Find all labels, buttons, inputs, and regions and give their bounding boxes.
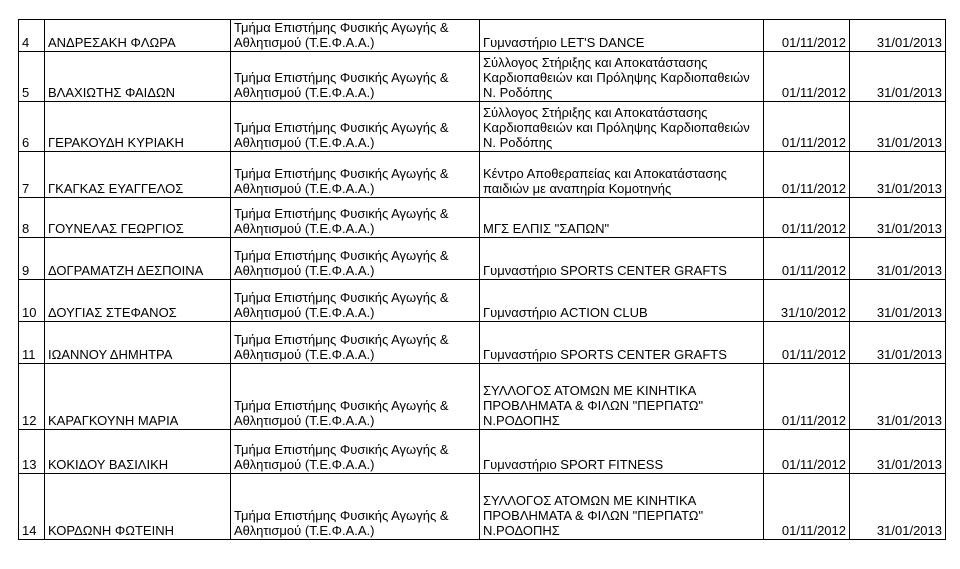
host-organization-line: Γυμναστήριο LET'S DANCE (483, 35, 645, 50)
row-number: 8 (19, 198, 45, 238)
placements-table (18, 19, 946, 540)
table-row (19, 364, 946, 430)
host-organization-line: ΠΡΟΒΛΗΜΑΤΑ & ΦΙΛΩΝ "ΠΕΡΠΑΤΩ" (483, 398, 704, 413)
row-number: 13 (19, 430, 45, 474)
department (231, 20, 480, 52)
end-date: 31/01/2013 (850, 20, 946, 52)
department-line: Αθλητισμού (Τ.Ε.Φ.Α.Α.) (234, 413, 375, 428)
host-organization-line: παιδιών με αναπηρία Κομοτηνής (483, 181, 672, 196)
row-number: 12 (19, 364, 45, 430)
department-line: Αθλητισμού (Τ.Ε.Φ.Α.Α.) (234, 135, 375, 150)
host-organization-line: Γυμναστήριο ACTION CLUB (483, 305, 648, 320)
host-organization-line: ΠΡΟΒΛΗΜΑΤΑ & ΦΙΛΩΝ "ΠΕΡΠΑΤΩ" (483, 508, 704, 523)
student-name: ΚΟΚΙΔΟΥ ΒΑΣΙΛΙΚΗ (45, 430, 231, 474)
host-organization-line: ΜΓΣ ΕΛΠΙΣ "ΣΑΠΩΝ" (483, 221, 610, 236)
end-date: 31/01/2013 (850, 322, 946, 364)
student-name: ΓΟΥΝΕΛΑΣ ΓΕΩΡΓΙΟΣ (45, 198, 231, 238)
department (231, 430, 480, 474)
student-name: ΚΑΡΑΓΚΟΥΝΗ ΜΑΡΙΑ (45, 364, 231, 430)
table-row (19, 52, 946, 102)
department (231, 474, 480, 540)
table-body (19, 20, 946, 540)
host-organization (480, 280, 764, 322)
row-number: 4 (19, 20, 45, 52)
department (231, 322, 480, 364)
end-date: 31/01/2013 (850, 52, 946, 102)
department-line: Τμήμα Επιστήμης Φυσικής Αγωγής & (234, 166, 449, 181)
department-line: Τμήμα Επιστήμης Φυσικής Αγωγής & (234, 508, 449, 523)
student-name: ΑΝΔΡΕΣΑΚΗ ΦΛΩΡΑ (45, 20, 231, 52)
row-number: 14 (19, 474, 45, 540)
department-line: Τμήμα Επιστήμης Φυσικής Αγωγής & (234, 120, 449, 135)
start-date: 31/10/2012 (764, 280, 850, 322)
student-name: ΚΟΡΔΩΝΗ ΦΩΤΕΙΝΗ (45, 474, 231, 540)
department-line: Τμήμα Επιστήμης Φυσικής Αγωγής & (234, 206, 449, 221)
host-organization-line: Γυμναστήριο SPORT FITNESS (483, 457, 664, 472)
row-number: 6 (19, 102, 45, 152)
host-organization-line: Σύλλογος Στήριξης και Αποκατάστασης (483, 55, 708, 70)
start-date: 01/11/2012 (764, 238, 850, 280)
department-line: Τμήμα Επιστήμης Φυσικής Αγωγής & (234, 442, 449, 457)
department (231, 198, 480, 238)
row-number: 9 (19, 238, 45, 280)
table-row (19, 238, 946, 280)
end-date: 31/01/2013 (850, 238, 946, 280)
host-organization (480, 152, 764, 198)
table-row (19, 20, 946, 52)
end-date: 31/01/2013 (850, 474, 946, 540)
start-date: 01/11/2012 (764, 152, 850, 198)
department (231, 238, 480, 280)
department-line: Τμήμα Επιστήμης Φυσικής Αγωγής & (234, 332, 449, 347)
host-organization (480, 20, 764, 52)
student-name: ΔΟΓΡΑΜΑΤΖΗ ΔΕΣΠΟΙΝΑ (45, 238, 231, 280)
table-row (19, 280, 946, 322)
end-date: 31/01/2013 (850, 198, 946, 238)
host-organization-line: Κέντρο Αποθεραπείας και Αποκατάστασης (483, 166, 727, 181)
host-organization (480, 52, 764, 102)
table-row (19, 102, 946, 152)
host-organization (480, 474, 764, 540)
end-date: 31/01/2013 (850, 280, 946, 322)
start-date: 01/11/2012 (764, 322, 850, 364)
end-date: 31/01/2013 (850, 430, 946, 474)
row-number: 10 (19, 280, 45, 322)
host-organization (480, 364, 764, 430)
department-line: Αθλητισμού (Τ.Ε.Φ.Α.Α.) (234, 523, 375, 538)
department (231, 280, 480, 322)
department-line: Αθλητισμού (Τ.Ε.Φ.Α.Α.) (234, 457, 375, 472)
start-date: 01/11/2012 (764, 20, 850, 52)
department-line: Τμήμα Επιστήμης Φυσικής Αγωγής & (234, 20, 449, 35)
row-number: 7 (19, 152, 45, 198)
start-date: 01/11/2012 (764, 364, 850, 430)
start-date: 01/11/2012 (764, 430, 850, 474)
table-row (19, 430, 946, 474)
department (231, 364, 480, 430)
host-organization (480, 102, 764, 152)
host-organization-line: Καρδιοπαθειών και Πρόληψης Καρδιοπαθειών (483, 120, 750, 135)
row-number: 5 (19, 52, 45, 102)
student-name: ΒΛΑΧΙΩΤΗΣ ΦΑΙΔΩΝ (45, 52, 231, 102)
department-line: Αθλητισμού (Τ.Ε.Φ.Α.Α.) (234, 221, 375, 236)
student-name: ΙΩΑΝΝΟΥ ΔΗΜΗΤΡΑ (45, 322, 231, 364)
department-line: Αθλητισμού (Τ.Ε.Φ.Α.Α.) (234, 35, 375, 50)
host-organization-line: Ν. Ροδόπης (483, 85, 553, 100)
department (231, 52, 480, 102)
end-date: 31/01/2013 (850, 152, 946, 198)
student-name: ΓΕΡΑΚΟΥΔΗ ΚΥΡΙΑΚΗ (45, 102, 231, 152)
department-line: Αθλητισμού (Τ.Ε.Φ.Α.Α.) (234, 305, 375, 320)
end-date: 31/01/2013 (850, 364, 946, 430)
student-name: ΓΚΑΓΚΑΣ ΕΥΑΓΓΕΛΟΣ (45, 152, 231, 198)
department-line: Αθλητισμού (Τ.Ε.Φ.Α.Α.) (234, 263, 375, 278)
host-organization (480, 322, 764, 364)
department-line: Τμήμα Επιστήμης Φυσικής Αγωγής & (234, 290, 449, 305)
host-organization-line: Ν.ΡΟΔΟΠΗΣ (483, 523, 560, 538)
host-organization-line: Καρδιοπαθειών και Πρόληψης Καρδιοπαθειών (483, 70, 750, 85)
host-organization (480, 198, 764, 238)
department-line: Αθλητισμού (Τ.Ε.Φ.Α.Α.) (234, 85, 375, 100)
department-line: Τμήμα Επιστήμης Φυσικής Αγωγής & (234, 398, 449, 413)
table-row (19, 198, 946, 238)
host-organization-line: ΣΥΛΛΟΓΟΣ ΑΤΟΜΩΝ ΜΕ ΚΙΝΗΤΙΚΑ (483, 383, 697, 398)
student-name: ΔΟΥΓΙΑΣ ΣΤΕΦΑΝΟΣ (45, 280, 231, 322)
department (231, 102, 480, 152)
end-date: 31/01/2013 (850, 102, 946, 152)
host-organization-line: ΣΥΛΛΟΓΟΣ ΑΤΟΜΩΝ ΜΕ ΚΙΝΗΤΙΚΑ (483, 493, 697, 508)
department-line: Τμήμα Επιστήμης Φυσικής Αγωγής & (234, 70, 449, 85)
start-date: 01/11/2012 (764, 198, 850, 238)
host-organization-line: Ν. Ροδόπης (483, 135, 553, 150)
host-organization (480, 238, 764, 280)
host-organization-line: Ν.ΡΟΔΟΠΗΣ (483, 413, 560, 428)
table-row (19, 322, 946, 364)
table-row (19, 474, 946, 540)
host-organization-line: Σύλλογος Στήριξης και Αποκατάστασης (483, 105, 708, 120)
row-number: 11 (19, 322, 45, 364)
host-organization (480, 430, 764, 474)
start-date: 01/11/2012 (764, 52, 850, 102)
start-date: 01/11/2012 (764, 474, 850, 540)
department-line: Αθλητισμού (Τ.Ε.Φ.Α.Α.) (234, 181, 375, 196)
department-line: Τμήμα Επιστήμης Φυσικής Αγωγής & (234, 248, 449, 263)
department-line: Αθλητισμού (Τ.Ε.Φ.Α.Α.) (234, 347, 375, 362)
start-date: 01/11/2012 (764, 102, 850, 152)
host-organization-line: Γυμναστήριο SPORTS CENTER GRAFTS (483, 263, 727, 278)
host-organization-line: Γυμναστήριο SPORTS CENTER GRAFTS (483, 347, 727, 362)
department (231, 152, 480, 198)
table-row (19, 152, 946, 198)
